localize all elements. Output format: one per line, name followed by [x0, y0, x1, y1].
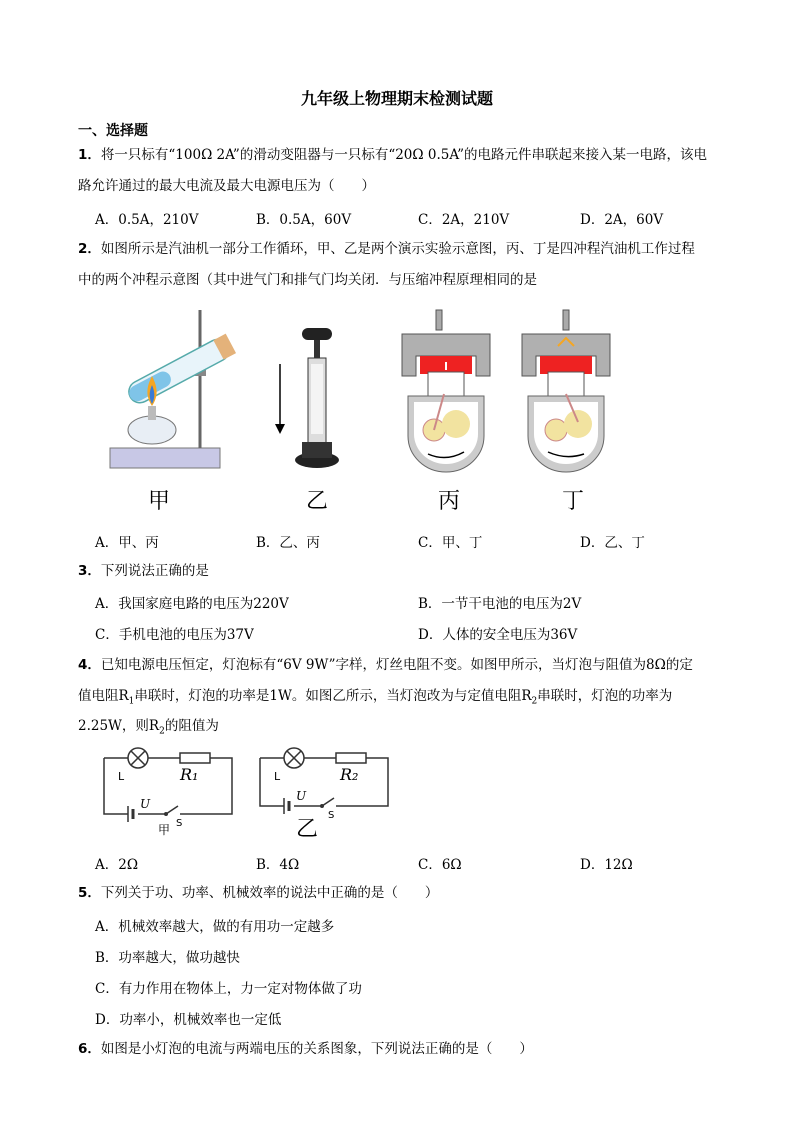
question-3-option-d[interactable]: D．人体的安全电压为36V — [418, 627, 578, 643]
question-1-line-2: 路允许通过的最大电流及最大电源电压为（ ） — [78, 178, 375, 194]
question-4-line-3: 2.25W，则$R_2$的阻值为 — [78, 718, 219, 737]
question-2-option-c[interactable]: C．甲、丁 — [418, 535, 483, 551]
figure-engine-stroke-ding — [518, 306, 614, 476]
circuit-jia-caption: 甲 — [158, 823, 171, 836]
figure-engine-stroke-bing — [398, 306, 494, 476]
section-heading: 一、选择题 — [78, 123, 148, 139]
question-4-option-a[interactable]: A．2Ω — [95, 857, 139, 873]
question-2-option-a[interactable]: A．甲、丙 — [95, 535, 159, 551]
question-5-option-c[interactable]: C．有力作用在物体上，力一定对物体做了功 — [95, 981, 362, 997]
question-6-stem: 6．如图是小灯泡的电流与两端电压的关系图象，下列说法正确的是（ ） — [78, 1041, 533, 1057]
question-3-option-b[interactable]: B．一节干电池的电压为2V — [418, 596, 582, 612]
page-title: 九年级上物理期末检测试题 — [300, 89, 493, 108]
question-2-line-1: 2．如图所示是汽油机一部分工作循环，甲、乙是两个演示实验示意图，丙、丁是四冲程汽油机工作过程 — [78, 241, 695, 257]
question-2-option-d[interactable]: D．乙、丁 — [580, 535, 645, 551]
question-5-option-d[interactable]: D．功率小，机械效率也一定低 — [95, 1012, 282, 1028]
question-2-line-2: 中的两个冲程示意图（其中进气门和排气门均关闭．与压缩冲程原理相同的是 — [78, 272, 537, 288]
question-5-option-a[interactable]: A．机械效率越大，做的有用功一定越多 — [95, 919, 335, 935]
figure-air-compressor — [268, 324, 348, 474]
question-1-option-d[interactable]: D．2A，60V — [580, 212, 664, 228]
question-4-option-d[interactable]: D．12Ω — [580, 857, 633, 873]
question-4-line-1: 4．已知电源电压恒定，灯泡标有“6V 9W”字样，灯丝电阻不变。如图甲所示，当灯泡与阻值为8Ω的定 — [78, 657, 693, 673]
question-1-number: 1． — [78, 147, 101, 163]
figure-caption-yi: 乙 — [306, 489, 329, 514]
question-2-option-b[interactable]: B．乙、丙 — [256, 535, 320, 551]
question-1-option-c[interactable]: C．2A，210V — [418, 212, 510, 228]
question-1-option-b[interactable]: B．0.5A，60V — [256, 212, 352, 228]
figure-caption-ding: 丁 — [562, 489, 585, 514]
circuit-diagram-yi — [254, 744, 394, 840]
circuit-diagram-jia — [98, 744, 238, 836]
figure-caption-jia: 甲 — [148, 489, 171, 514]
question-1-option-a[interactable]: A．0.5A，210V — [95, 212, 199, 228]
question-4-line-2: 值电阻$R_1$串联时，灯泡的功率是1W。如图乙所示，当灯泡改为与定值电阻$R_2$串联时，灯泡的功率为 — [78, 688, 673, 707]
question-1-line-1: 1．将一只标有“100Ω 2A”的滑动变阻器与一只标有“20Ω 0.5A”的电路元件串联起来接入某一电路，该电 — [78, 147, 708, 163]
question-3-option-c[interactable]: C．手机电池的电压为37V — [95, 627, 254, 643]
circuit-yi-lamp-label: L — [274, 770, 281, 783]
question-5-stem: 5．下列关于功、功率、机械效率的说法中正确的是（ ） — [78, 885, 439, 901]
circuit-yi-caption: 乙 — [296, 817, 319, 840]
question-5-number: 5． — [78, 885, 101, 901]
question-4-option-c[interactable]: C．6Ω — [418, 857, 462, 873]
question-3-option-a[interactable]: A．我国家庭电路的电压为220V — [95, 596, 289, 612]
question-4-number: 4． — [78, 657, 101, 673]
circuit-yi-switch-label: S — [328, 810, 335, 821]
circuit-jia-lamp-label: L — [118, 770, 125, 783]
circuit-jia-resistor-label: R₁ — [180, 765, 199, 784]
circuit-jia-switch-label: S — [176, 818, 183, 829]
circuit-yi-source-label: U — [296, 789, 307, 803]
circuit-jia-source-label: U — [140, 797, 151, 811]
question-6-number: 6． — [78, 1041, 101, 1057]
question-2-number: 2． — [78, 241, 101, 257]
circuit-yi-resistor-label: R₂ — [340, 765, 359, 784]
figure-caption-bing: 丙 — [438, 489, 461, 514]
question-3-stem: 3．下列说法正确的是 — [78, 563, 209, 579]
question-4-option-b[interactable]: B．4Ω — [256, 857, 300, 873]
figure-test-tube-heating — [108, 306, 238, 476]
question-5-option-b[interactable]: B．功率越大，做功越快 — [95, 950, 240, 966]
question-3-number: 3． — [78, 563, 101, 579]
